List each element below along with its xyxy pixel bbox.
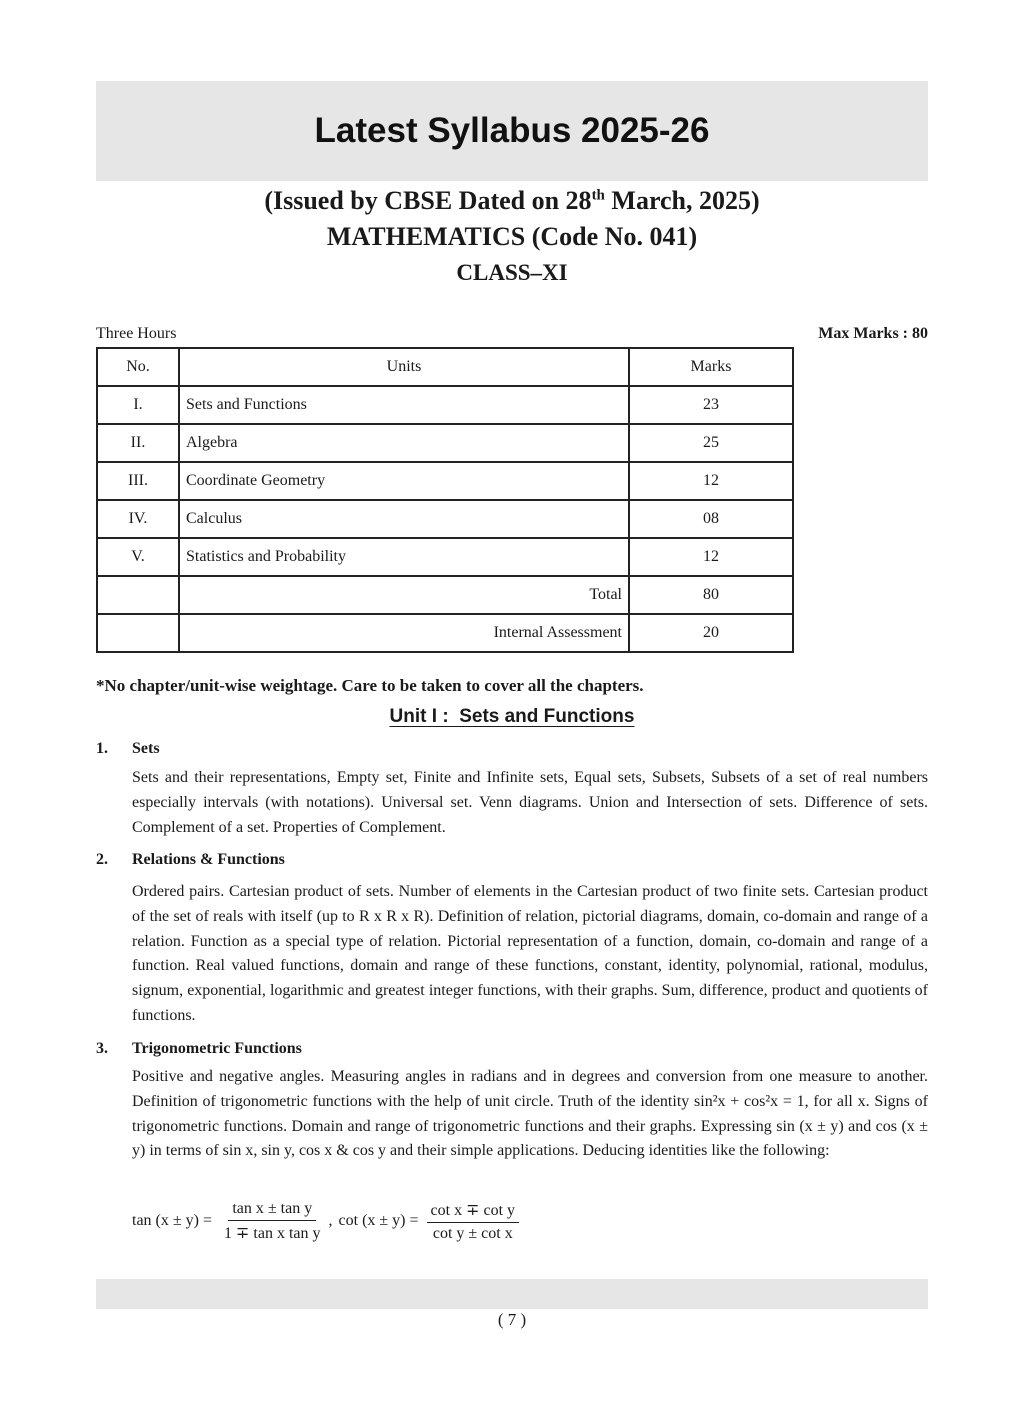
unit-heading-text: Unit I : Sets and Functions — [389, 706, 635, 727]
row-marks: 23 — [629, 386, 793, 424]
ia-value: 20 — [629, 614, 793, 652]
row-no: III. — [97, 462, 179, 500]
ia-label: Internal Assessment — [179, 614, 629, 652]
row-no: II. — [97, 424, 179, 462]
marks-table — [96, 347, 794, 653]
table-row — [97, 500, 793, 538]
issued-superscript: th — [591, 187, 605, 204]
tan-numerator: tan x ± tan y — [228, 1200, 316, 1221]
table-row — [97, 462, 793, 500]
cot-fraction — [427, 1200, 520, 1243]
header-units: Units — [179, 348, 629, 386]
total-blank-cell — [97, 576, 179, 614]
internal-assessment-row — [97, 614, 793, 652]
row-marks: 12 — [629, 462, 793, 500]
section-heading — [96, 1040, 302, 1058]
trig-identity-formula — [132, 1196, 523, 1246]
total-label: Total — [179, 576, 629, 614]
row-no: IV. — [97, 500, 179, 538]
section-text: Sets and their representations, Empty set, Finite and Infinite sets, Equal sets, Subsets, Subsets of a set of real numbers especially intervals (with notations). Universal set. Venn diagrams. Union and Intersection of sets. Difference of sets. Complement of a set. Properties of Complement. — [132, 769, 928, 836]
section-title: Trigonometric Functions — [132, 1040, 302, 1057]
row-unit: Statistics and Probability — [179, 538, 629, 576]
issued-suffix: March, 2025) — [604, 186, 760, 215]
issued-line — [96, 186, 928, 216]
table-row — [97, 538, 793, 576]
section-number: 1. — [96, 740, 108, 757]
ia-blank-cell — [97, 614, 179, 652]
cot-formula-lhs: cot (x ± y) = — [338, 1212, 423, 1229]
section-number: 2. — [96, 851, 108, 868]
row-marks: 25 — [629, 424, 793, 462]
page-title: Latest Syllabus 2025-26 — [314, 111, 710, 150]
class-heading: CLASS–XI — [456, 260, 568, 285]
section-heading — [96, 740, 160, 758]
unit-heading — [96, 706, 928, 728]
table-row — [97, 424, 793, 462]
weightage-note: *No chapter/unit-wise weightage. Care to be taken to cover all the chapters. — [96, 676, 644, 695]
footer-band — [96, 1279, 928, 1309]
section-text: Ordered pairs. Cartesian product of sets. Number of elements in the Cartesian product of two finite sets. Cartesian product of the set of reals with itself (up to R x R x R). Definition of relation, pictorial diagrams, domain, co-domain and range of a relation. Function as a special type of relation. Pictorial representation of a function, domain, co-domain and range of a function. Real valued functions, domain and range of these functions, constant, identity, polynomial, rational, modulus, signum, exponential, logarithmic and greatest integer functions, with their graphs. Sum, difference, product and quotients of functions. — [132, 883, 928, 1024]
row-no: V. — [97, 538, 179, 576]
page-number: ( 7 ) — [497, 1310, 527, 1329]
section-heading — [96, 851, 285, 869]
header-no: No. — [97, 348, 179, 386]
section-title: Sets — [132, 740, 160, 757]
row-unit: Algebra — [179, 424, 629, 462]
row-no: I. — [97, 386, 179, 424]
subject-heading: MATHEMATICS (Code No. 041) — [326, 222, 698, 251]
row-unit: Calculus — [179, 500, 629, 538]
row-unit: Sets and Functions — [179, 386, 629, 424]
tan-fraction — [220, 1200, 325, 1243]
header-marks: Marks — [629, 348, 793, 386]
tan-formula-lhs: tan (x ± y) = — [132, 1212, 217, 1229]
cot-numerator: cot x ∓ cot y — [427, 1200, 520, 1223]
tan-denominator: 1 ∓ tan x tan y — [224, 1224, 321, 1242]
row-unit: Coordinate Geometry — [179, 462, 629, 500]
max-marks-label: Max Marks : 80 — [818, 325, 928, 342]
section-number: 3. — [96, 1040, 108, 1057]
total-value: 80 — [629, 576, 793, 614]
title-banner — [96, 81, 928, 181]
cot-denominator: cot y ± cot x — [432, 1224, 513, 1242]
table-header-row — [97, 348, 793, 386]
formula-separator: , — [328, 1212, 333, 1229]
total-row — [97, 576, 793, 614]
table-row — [97, 386, 793, 424]
row-marks: 12 — [629, 538, 793, 576]
duration-label: Three Hours — [96, 325, 177, 342]
issued-prefix: (Issued by CBSE Dated on 28 — [264, 186, 592, 215]
section-text: Positive and negative angles. Measuring angles in radians and in degrees and conversion from one measure to another. Definition of trigonometric functions with the help of unit circle. Truth of the identity sin²x + cos²x = 1, for all x. Signs of trigonometric functions. Domain and range of trigonometric functions and their graphs. Expressing sin (x ± y) and cos (x ± y) in terms of sin x, sin y, cos x & cos y and their simple applications. Deducing identities like the following: — [132, 1068, 928, 1160]
section-title: Relations & Functions — [132, 851, 285, 868]
row-marks: 08 — [629, 500, 793, 538]
